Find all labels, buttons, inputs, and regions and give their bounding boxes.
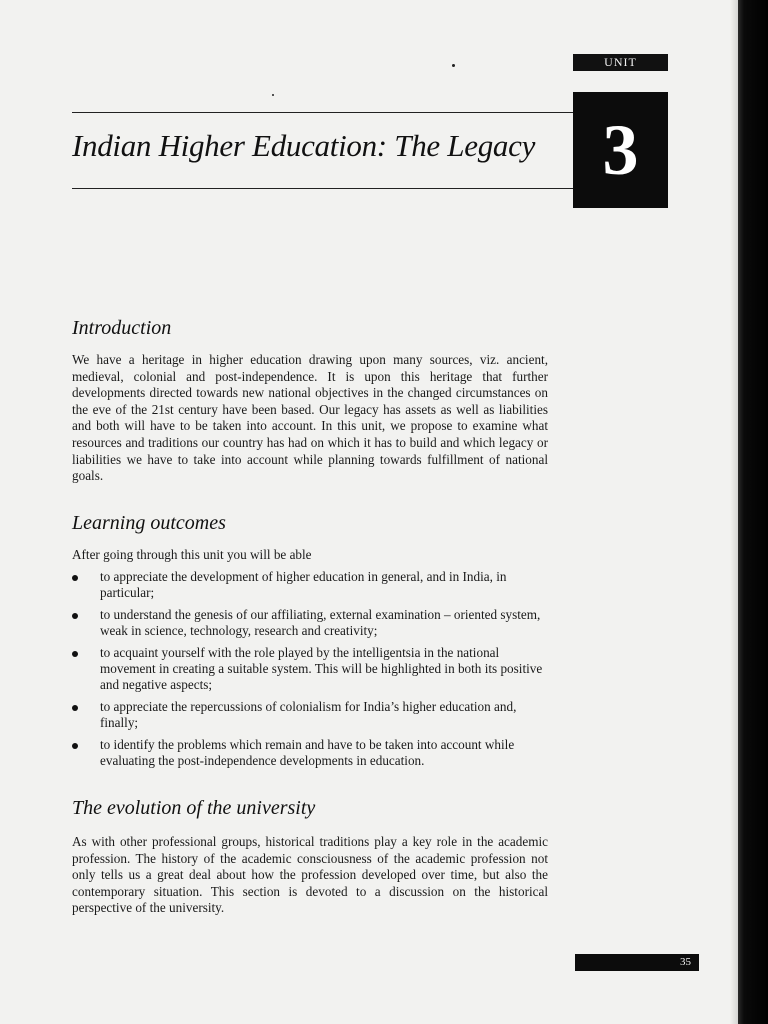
learning-outcomes-heading: Learning outcomes (72, 512, 226, 534)
title-rule-bottom (72, 188, 573, 189)
list-item (72, 645, 548, 693)
bullet-icon (72, 613, 78, 619)
evolution-paragraph: As with other professional groups, historical traditions play a key role in the academic profession. The history of the academic consciousness of the academic profession not only tells us a great deal about how the profession developed over time, but also the contemporary situation. This section is devoted to a discussion on the historical perspective of the university. (72, 834, 548, 916)
bullet-icon (72, 651, 78, 657)
learning-outcomes-list (72, 569, 548, 775)
introduction-paragraph: We have a heritage in higher education drawing upon many sources, viz. ancient, medieval, colonial and post-independence. It is upon this heritage that further developments directed towards new national objectives in the changed circumstances on the eve of the 21st century have been based. Our legacy has assets as well as liabilities and both will have to be taken into account. In this unit, we propose to examine what resources and traditions our country has had on which it has to build and which legacy or liabilities we have to take into account while planning towards fulfillment of national goals. (72, 352, 548, 484)
page-number: 35 (680, 956, 691, 968)
print-speck (272, 94, 274, 96)
print-speck (452, 64, 455, 67)
scan-shadow (730, 0, 738, 1024)
list-item (72, 607, 548, 639)
learning-outcomes-lead: After going through this unit you will be able (72, 547, 312, 562)
list-item-text: to understand the genesis of our affiliating, external examination – oriented system, weak in science, technology, research and creativity; (100, 607, 541, 638)
page-number-bar (575, 954, 699, 971)
list-item (72, 569, 548, 601)
title-rule-top (72, 112, 573, 113)
introduction-heading: Introduction (72, 317, 172, 339)
bullet-icon (72, 575, 78, 581)
bullet-icon (72, 705, 78, 711)
list-item-text: to appreciate the repercussions of colonialism for India’s higher education and, finally; (100, 699, 517, 730)
bullet-icon (72, 743, 78, 749)
evolution-heading: The evolution of the university (72, 797, 316, 819)
unit-label: UNIT (573, 54, 668, 71)
list-item (72, 699, 548, 731)
list-item-text: to acquaint yourself with the role played by the intelligentsia in the national movement in creating a suitable system. This will be highlighted in both its positive and negative aspects; (100, 645, 543, 692)
chapter-title: Indian Higher Education: The Legacy (72, 128, 536, 163)
scan-edge (738, 0, 768, 1024)
list-item (72, 737, 548, 769)
list-item-text: to appreciate the development of higher education in general, and in India, in particular; (100, 569, 507, 600)
list-item-text: to identify the problems which remain and have to be taken into account while evaluating the post-independence developments in education. (100, 737, 515, 768)
unit-number: 3 (573, 92, 668, 208)
